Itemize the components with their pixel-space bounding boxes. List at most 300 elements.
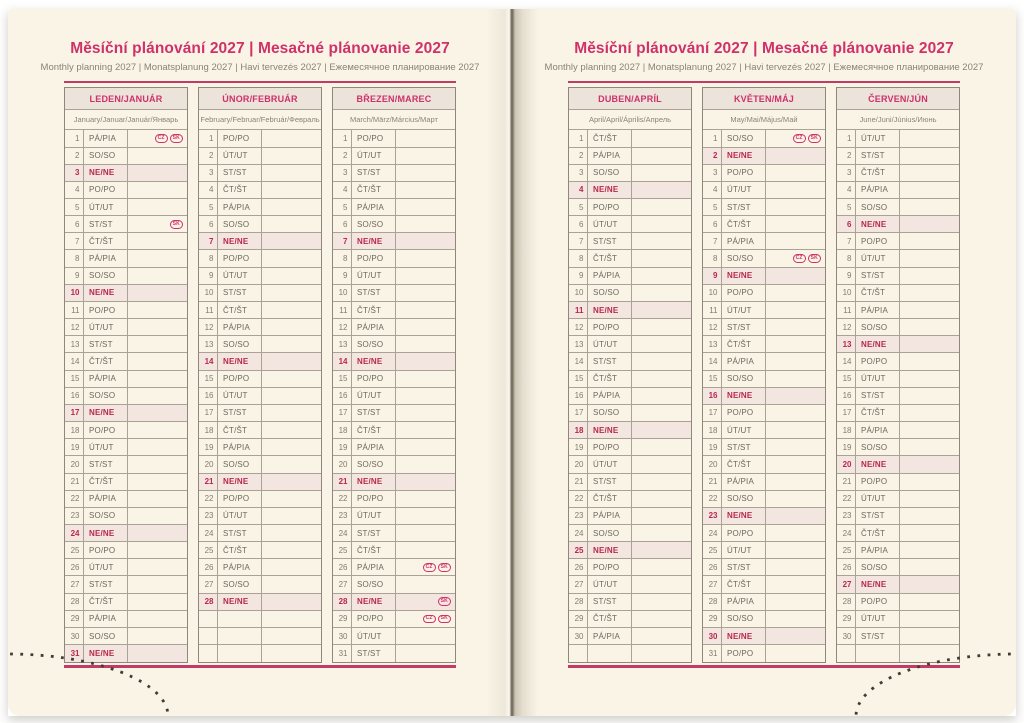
- notes-cell: [900, 353, 959, 369]
- day-row: [703, 474, 825, 491]
- notes-cell: [396, 525, 455, 541]
- weekday-label: PO/PO: [588, 199, 632, 215]
- day-row: [199, 336, 321, 353]
- notes-cell: [128, 130, 187, 146]
- notes-cell: [262, 594, 321, 610]
- day-number: 8: [569, 250, 588, 266]
- weekday-label: PO/PO: [218, 250, 262, 266]
- weekday-label: ST/ST: [856, 628, 900, 644]
- weekday-label: PÁ/PIA: [352, 199, 396, 215]
- notes-cell: [632, 148, 691, 164]
- day-row: [199, 559, 321, 576]
- day-row: [703, 165, 825, 182]
- notes-cell: [766, 285, 825, 301]
- notes-cell: [128, 336, 187, 352]
- weekday-label: NE/NE: [856, 576, 900, 592]
- notes-cell: [766, 525, 825, 541]
- day-number: 3: [199, 165, 218, 181]
- weekday-label: PÁ/PIA: [84, 491, 128, 507]
- day-row: [333, 388, 455, 405]
- weekday-label: SO/SO: [352, 216, 396, 232]
- day-number: 1: [199, 130, 218, 146]
- notes-cell: [262, 233, 321, 249]
- day-row: [199, 165, 321, 182]
- weekday-label: ST/ST: [84, 336, 128, 352]
- weekday-label: PÁ/PIA: [856, 302, 900, 318]
- weekday-label: PO/PO: [588, 319, 632, 335]
- day-row: [65, 130, 187, 147]
- day-row: [703, 250, 825, 267]
- notes-cell: [128, 268, 187, 284]
- notes-cell: [766, 353, 825, 369]
- day-row: [837, 405, 959, 422]
- day-number: [199, 628, 218, 644]
- weekday-label: PÁ/PIA: [218, 559, 262, 575]
- weekday-label: PO/PO: [856, 233, 900, 249]
- notes-cell: [900, 405, 959, 421]
- day-number: 20: [837, 456, 856, 472]
- day-number: 17: [569, 405, 588, 421]
- day-number: 10: [65, 285, 84, 301]
- weekday-label: ÚT/UT: [352, 268, 396, 284]
- notes-cell: [128, 474, 187, 490]
- day-number: 7: [199, 233, 218, 249]
- day-row: [569, 525, 691, 542]
- day-row: [65, 388, 187, 405]
- weekday-label: ÚT/UT: [218, 508, 262, 524]
- notes-cell: [262, 439, 321, 455]
- weekday-label: SO/SO: [856, 199, 900, 215]
- holiday-badge-sk: SK: [170, 220, 183, 229]
- notes-cell: [766, 594, 825, 610]
- notes-cell: [262, 371, 321, 387]
- notes-cell: [632, 474, 691, 490]
- weekday-label: ÚT/UT: [84, 199, 128, 215]
- month-table-leden: [64, 87, 188, 663]
- day-number: 23: [703, 508, 722, 524]
- weekday-label: PÁ/PIA: [218, 199, 262, 215]
- weekday-label: PO/PO: [352, 250, 396, 266]
- notes-cell: [766, 474, 825, 490]
- day-row: [65, 250, 187, 267]
- weekday-label: PÁ/PIA: [722, 474, 766, 490]
- notes-cell: [766, 456, 825, 472]
- day-row: [569, 199, 691, 216]
- day-row: [837, 233, 959, 250]
- day-number: 9: [65, 268, 84, 284]
- day-row: [199, 594, 321, 611]
- day-row: [333, 148, 455, 165]
- day-row: [199, 353, 321, 370]
- day-row: [703, 594, 825, 611]
- notes-cell: [632, 130, 691, 146]
- day-row: [837, 542, 959, 559]
- month-languages: June/Juni/Június/Июнь: [837, 110, 959, 130]
- month-name: ÚNOR/FEBRUÁR: [199, 88, 321, 110]
- weekday-label: ČT/ŠT: [856, 165, 900, 181]
- day-number: 30: [569, 628, 588, 644]
- day-row: [703, 456, 825, 473]
- notes-cell: [766, 422, 825, 438]
- day-row: [199, 422, 321, 439]
- weekday-label: PO/PO: [856, 594, 900, 610]
- notes-cell: [262, 268, 321, 284]
- notes-cell: [766, 250, 825, 266]
- day-number: 3: [837, 165, 856, 181]
- day-number: 6: [333, 216, 352, 232]
- notes-cell: [632, 336, 691, 352]
- notes-cell: [766, 319, 825, 335]
- weekday-label: SO/SO: [722, 371, 766, 387]
- weekday-label: ČT/ŠT: [218, 182, 262, 198]
- day-number: 30: [65, 628, 84, 644]
- notes-cell: [900, 199, 959, 215]
- notes-cell: [900, 336, 959, 352]
- day-number: 5: [703, 199, 722, 215]
- weekday-label: ÚT/UT: [588, 336, 632, 352]
- holiday-badge-sk: SK: [438, 615, 451, 624]
- day-number: 20: [703, 456, 722, 472]
- weekday-label: PO/PO: [352, 371, 396, 387]
- notes-cell: [128, 611, 187, 627]
- day-row: [65, 268, 187, 285]
- notes-cell: [900, 439, 959, 455]
- day-number: 21: [837, 474, 856, 490]
- day-row: [569, 182, 691, 199]
- day-number: 11: [569, 302, 588, 318]
- day-row: [569, 508, 691, 525]
- notes-cell: [396, 576, 455, 592]
- weekday-label: ČT/ŠT: [588, 611, 632, 627]
- day-number: 29: [703, 611, 722, 627]
- weekday-label: SO/SO: [588, 525, 632, 541]
- notes-cell: [128, 542, 187, 558]
- day-row: [837, 285, 959, 302]
- weekday-label: PÁ/PIA: [84, 371, 128, 387]
- day-number: 14: [703, 353, 722, 369]
- day-row: [837, 388, 959, 405]
- day-number: 29: [333, 611, 352, 627]
- day-number: 16: [199, 388, 218, 404]
- day-row: [703, 148, 825, 165]
- notes-cell: [632, 250, 691, 266]
- day-number: 18: [199, 422, 218, 438]
- weekday-label: PO/PO: [218, 371, 262, 387]
- day-row: [65, 182, 187, 199]
- notes-cell: [396, 594, 455, 610]
- day-number: 2: [703, 148, 722, 164]
- day-number: 19: [837, 439, 856, 455]
- months-container-right: [568, 87, 960, 663]
- day-number: 28: [333, 594, 352, 610]
- notes-cell: [766, 233, 825, 249]
- day-number: 12: [65, 319, 84, 335]
- day-number: 8: [333, 250, 352, 266]
- notes-cell: [900, 285, 959, 301]
- weekday-label: NE/NE: [84, 405, 128, 421]
- months-container-left: [64, 87, 456, 663]
- weekday-label: ÚT/UT: [352, 508, 396, 524]
- day-number: 17: [837, 405, 856, 421]
- notes-cell: [632, 611, 691, 627]
- weekday-label: PÁ/PIA: [588, 148, 632, 164]
- notes-cell: [900, 302, 959, 318]
- day-number: 28: [199, 594, 218, 610]
- day-number: 2: [569, 148, 588, 164]
- day-row: [569, 388, 691, 405]
- notes-cell: [262, 336, 321, 352]
- day-number: 18: [333, 422, 352, 438]
- day-number: 31: [333, 645, 352, 662]
- weekday-label: PO/PO: [84, 302, 128, 318]
- day-number: 2: [333, 148, 352, 164]
- day-number: 4: [703, 182, 722, 198]
- weekday-label: ÚT/UT: [588, 576, 632, 592]
- notes-cell: [632, 165, 691, 181]
- day-number: 26: [703, 559, 722, 575]
- weekday-label: PÁ/PIA: [352, 559, 396, 575]
- day-row: [569, 594, 691, 611]
- day-number: 3: [65, 165, 84, 181]
- day-number: 26: [333, 559, 352, 575]
- notes-cell: [766, 388, 825, 404]
- notes-cell: [632, 216, 691, 232]
- weekday-label: ÚT/UT: [352, 628, 396, 644]
- notes-cell: [128, 456, 187, 472]
- notes-cell: [128, 491, 187, 507]
- day-row: [837, 508, 959, 525]
- day-row: [333, 508, 455, 525]
- day-row: [837, 250, 959, 267]
- notes-cell: [766, 182, 825, 198]
- day-number: 22: [703, 491, 722, 507]
- day-row: [333, 268, 455, 285]
- day-number: 17: [333, 405, 352, 421]
- day-number: 5: [569, 199, 588, 215]
- day-number: 25: [569, 542, 588, 558]
- weekday-label: ČT/ŠT: [856, 525, 900, 541]
- day-number: 14: [199, 353, 218, 369]
- notes-cell: [262, 491, 321, 507]
- day-number: 16: [65, 388, 84, 404]
- day-number: 6: [199, 216, 218, 232]
- day-row: [65, 525, 187, 542]
- weekday-label: NE/NE: [722, 628, 766, 644]
- day-row: [569, 268, 691, 285]
- notes-cell: [128, 319, 187, 335]
- empty-row: [569, 645, 691, 662]
- day-number: 10: [703, 285, 722, 301]
- notes-cell: [262, 319, 321, 335]
- notes-cell: [128, 388, 187, 404]
- notes-cell: [900, 508, 959, 524]
- notes-cell: [262, 474, 321, 490]
- notes-cell: [262, 405, 321, 421]
- day-row: [703, 422, 825, 439]
- month-table-unor: [198, 87, 322, 663]
- weekday-label: SO/SO: [588, 405, 632, 421]
- notes-cell: [900, 628, 959, 644]
- day-number: 9: [333, 268, 352, 284]
- day-row: [65, 628, 187, 645]
- day-row: [333, 422, 455, 439]
- weekday-label: ÚT/UT: [84, 439, 128, 455]
- notes-cell: [128, 216, 187, 232]
- weekday-label: ST/ST: [352, 285, 396, 301]
- notes-cell: [396, 474, 455, 490]
- day-row: [65, 285, 187, 302]
- notes-cell: [900, 456, 959, 472]
- day-number: 22: [333, 491, 352, 507]
- day-row: [199, 148, 321, 165]
- day-number: 14: [333, 353, 352, 369]
- day-row: [333, 371, 455, 388]
- day-number: 24: [333, 525, 352, 541]
- page-subtitle: Monthly planning 2027 | Monatsplanung 2027 | Havi tervezés 2027 | Ежемесячное планирование 2027: [544, 62, 984, 73]
- day-number: [199, 645, 218, 662]
- day-row: [837, 336, 959, 353]
- weekday-label: ČT/ŠT: [84, 233, 128, 249]
- weekday-label: ČT/ŠT: [84, 474, 128, 490]
- weekday-label: NE/NE: [722, 508, 766, 524]
- notes-cell: [766, 491, 825, 507]
- day-row: [837, 148, 959, 165]
- day-row: [65, 422, 187, 439]
- day-row: [703, 491, 825, 508]
- month-name: LEDEN/JANUÁR: [65, 88, 187, 110]
- day-row: [333, 611, 455, 628]
- day-number: 21: [65, 474, 84, 490]
- month-languages: April/April/Április/Апрель: [569, 110, 691, 130]
- weekday-label: PÁ/PIA: [856, 542, 900, 558]
- weekday-label: SO/SO: [856, 319, 900, 335]
- day-row: [199, 182, 321, 199]
- weekday-label: ČT/ŠT: [218, 542, 262, 558]
- day-number: 1: [837, 130, 856, 146]
- day-row: [703, 576, 825, 593]
- weekday-label: NE/NE: [722, 388, 766, 404]
- month-name: ČERVEN/JÚN: [837, 88, 959, 110]
- notes-cell: [632, 628, 691, 644]
- weekday-label: ÚT/UT: [218, 388, 262, 404]
- day-number: 11: [703, 302, 722, 318]
- day-number: 13: [333, 336, 352, 352]
- notes-cell: [632, 508, 691, 524]
- weekday-label: [218, 628, 262, 644]
- day-row: [569, 216, 691, 233]
- day-row: [199, 233, 321, 250]
- day-row: [837, 319, 959, 336]
- day-row: [703, 285, 825, 302]
- weekday-label: SO/SO: [352, 336, 396, 352]
- weekday-label: SO/SO: [352, 576, 396, 592]
- day-number: 29: [837, 611, 856, 627]
- notes-cell: [766, 508, 825, 524]
- notes-cell: [128, 250, 187, 266]
- day-row: [65, 559, 187, 576]
- notes-cell: [396, 628, 455, 644]
- weekday-label: ČT/ŠT: [218, 302, 262, 318]
- notes-cell: [900, 611, 959, 627]
- notes-cell: [900, 491, 959, 507]
- day-number: 11: [65, 302, 84, 318]
- weekday-label: ÚT/UT: [218, 148, 262, 164]
- notes-cell: [766, 148, 825, 164]
- notes-cell: [128, 371, 187, 387]
- day-row: [837, 130, 959, 147]
- day-row: [333, 645, 455, 662]
- day-number: 10: [569, 285, 588, 301]
- day-row: [837, 165, 959, 182]
- weekday-label: ÚT/UT: [84, 319, 128, 335]
- day-number: 20: [199, 456, 218, 472]
- notes-cell: [262, 199, 321, 215]
- day-number: 24: [837, 525, 856, 541]
- day-number: 26: [199, 559, 218, 575]
- day-number: 5: [65, 199, 84, 215]
- notes-cell: [632, 594, 691, 610]
- notes-cell: [128, 594, 187, 610]
- day-row: [65, 216, 187, 233]
- day-number: 23: [333, 508, 352, 524]
- notes-cell: [396, 439, 455, 455]
- day-number: 18: [703, 422, 722, 438]
- day-number: 5: [333, 199, 352, 215]
- day-number: 18: [837, 422, 856, 438]
- weekday-label: PÁ/PIA: [588, 628, 632, 644]
- day-row: [65, 148, 187, 165]
- notes-cell: [396, 250, 455, 266]
- day-number: 1: [703, 130, 722, 146]
- weekday-label: NE/NE: [84, 165, 128, 181]
- weekday-label: PO/PO: [722, 405, 766, 421]
- notes-cell: [766, 165, 825, 181]
- day-row: [65, 576, 187, 593]
- day-row: [837, 576, 959, 593]
- day-row: [333, 594, 455, 611]
- day-number: 2: [837, 148, 856, 164]
- notes-cell: [396, 285, 455, 301]
- weekday-label: PÁ/PIA: [588, 508, 632, 524]
- weekday-label: NE/NE: [218, 233, 262, 249]
- weekday-label: ST/ST: [84, 216, 128, 232]
- notes-cell: [128, 233, 187, 249]
- weekday-label: ST/ST: [352, 405, 396, 421]
- notes-cell: [900, 371, 959, 387]
- weekday-label: ÚT/UT: [722, 182, 766, 198]
- day-number: 19: [333, 439, 352, 455]
- weekday-label: NE/NE: [352, 233, 396, 249]
- notes-cell: [632, 645, 691, 662]
- weekday-label: ST/ST: [588, 474, 632, 490]
- notes-cell: [396, 182, 455, 198]
- notes-cell: [396, 371, 455, 387]
- day-row: [837, 353, 959, 370]
- notes-cell: [128, 576, 187, 592]
- day-row: [569, 285, 691, 302]
- day-row: [65, 165, 187, 182]
- weekday-label: PO/PO: [218, 491, 262, 507]
- day-number: 16: [333, 388, 352, 404]
- day-number: 9: [569, 268, 588, 284]
- notes-cell: [262, 302, 321, 318]
- month-table-cerven: [836, 87, 960, 663]
- day-row: [65, 302, 187, 319]
- day-number: 10: [837, 285, 856, 301]
- day-number: 29: [569, 611, 588, 627]
- day-number: 12: [333, 319, 352, 335]
- holiday-badge-sk: SK: [438, 563, 451, 572]
